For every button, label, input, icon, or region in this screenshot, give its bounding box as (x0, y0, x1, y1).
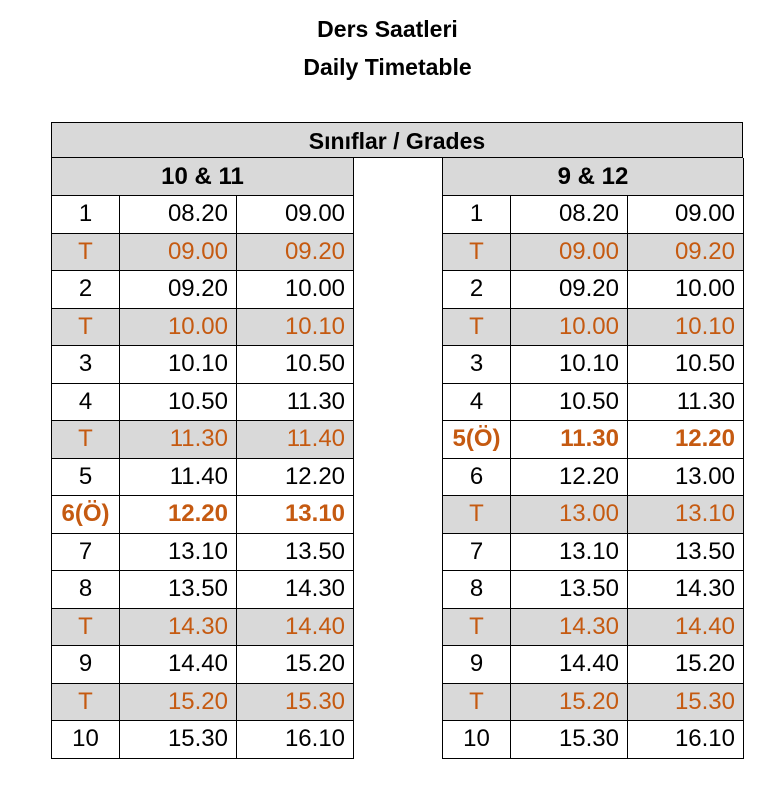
period-number: 6 (443, 458, 511, 496)
table-row (443, 346, 744, 384)
table-row (52, 533, 354, 571)
start-time: 08.20 (120, 196, 237, 234)
period-number: T (52, 233, 120, 271)
start-time: 13.10 (120, 533, 237, 571)
group-header: 9 & 12 (443, 158, 744, 196)
period-number: 3 (52, 346, 120, 384)
end-time: 13.50 (628, 533, 744, 571)
start-time: 11.30 (120, 421, 237, 459)
end-time: 13.10 (237, 496, 354, 534)
table-row (52, 496, 354, 534)
title-turkish: Ders Saatleri (317, 16, 458, 42)
table-row (52, 233, 354, 271)
end-time: 14.40 (628, 608, 744, 646)
table-row (52, 308, 354, 346)
end-time: 15.30 (628, 683, 744, 721)
table-row (443, 496, 744, 534)
start-time: 09.00 (511, 233, 628, 271)
end-time: 10.10 (628, 308, 744, 346)
end-time: 11.40 (237, 421, 354, 459)
start-time: 12.20 (120, 496, 237, 534)
period-number: 8 (52, 571, 120, 609)
table-row (443, 196, 744, 234)
start-time: 12.20 (511, 458, 628, 496)
table-row (443, 646, 744, 684)
title-english: Daily Timetable (303, 54, 472, 80)
period-number: T (443, 233, 511, 271)
start-time: 10.50 (120, 383, 237, 421)
table-row (52, 383, 354, 421)
end-time: 09.00 (628, 196, 744, 234)
start-time: 13.10 (511, 533, 628, 571)
start-time: 10.00 (120, 308, 237, 346)
timetable-grades-10-11 (51, 158, 354, 759)
table-row (443, 683, 744, 721)
table-row (52, 721, 354, 759)
end-time: 10.50 (237, 346, 354, 384)
start-time: 13.50 (511, 571, 628, 609)
start-time: 10.00 (511, 308, 628, 346)
end-time: 16.10 (237, 721, 354, 759)
end-time: 16.10 (628, 721, 744, 759)
table-row (52, 196, 354, 234)
period-number: 6(Ö) (52, 496, 120, 534)
start-time: 15.20 (120, 683, 237, 721)
start-time: 11.40 (120, 458, 237, 496)
period-number: T (52, 683, 120, 721)
start-time: 15.30 (511, 721, 628, 759)
table-row (443, 533, 744, 571)
start-time: 08.20 (511, 196, 628, 234)
table-row (52, 646, 354, 684)
table-row (443, 608, 744, 646)
period-number: 7 (443, 533, 511, 571)
start-time: 10.10 (120, 346, 237, 384)
table-row (52, 271, 354, 309)
table-row (52, 346, 354, 384)
timetable-grades-9-12 (442, 158, 744, 759)
end-time: 12.20 (237, 458, 354, 496)
end-time: 10.00 (628, 271, 744, 309)
period-number: T (52, 421, 120, 459)
group-header: 10 & 11 (52, 158, 354, 196)
table-row (443, 383, 744, 421)
end-time: 14.30 (628, 571, 744, 609)
start-time: 14.30 (511, 608, 628, 646)
start-time: 15.30 (120, 721, 237, 759)
table-row (443, 571, 744, 609)
table-row (52, 571, 354, 609)
period-number: T (443, 308, 511, 346)
end-time: 10.00 (237, 271, 354, 309)
end-time: 15.20 (237, 646, 354, 684)
period-number: T (443, 608, 511, 646)
period-number: 10 (52, 721, 120, 759)
start-time: 14.40 (120, 646, 237, 684)
start-time: 09.20 (120, 271, 237, 309)
table-row (443, 458, 744, 496)
end-time: 15.20 (628, 646, 744, 684)
period-number: 8 (443, 571, 511, 609)
period-number: 9 (443, 646, 511, 684)
period-number: T (52, 308, 120, 346)
table-row (443, 233, 744, 271)
start-time: 11.30 (511, 421, 628, 459)
period-number: 10 (443, 721, 511, 759)
end-time: 14.30 (237, 571, 354, 609)
start-time: 14.40 (511, 646, 628, 684)
period-number: 5(Ö) (443, 421, 511, 459)
end-time: 11.30 (628, 383, 744, 421)
period-number: 7 (52, 533, 120, 571)
start-time: 09.00 (120, 233, 237, 271)
period-number: 4 (443, 383, 511, 421)
end-time: 13.10 (628, 496, 744, 534)
period-number: T (443, 496, 511, 534)
period-number: 1 (443, 196, 511, 234)
period-number: 9 (52, 646, 120, 684)
table-row (443, 721, 744, 759)
end-time: 10.10 (237, 308, 354, 346)
end-time: 09.00 (237, 196, 354, 234)
table-row (52, 608, 354, 646)
start-time: 14.30 (120, 608, 237, 646)
start-time: 09.20 (511, 271, 628, 309)
period-number: 2 (52, 271, 120, 309)
end-time: 13.00 (628, 458, 744, 496)
end-time: 09.20 (237, 233, 354, 271)
start-time: 13.50 (120, 571, 237, 609)
table-row (443, 271, 744, 309)
start-time: 13.00 (511, 496, 628, 534)
end-time: 14.40 (237, 608, 354, 646)
end-time: 11.30 (237, 383, 354, 421)
end-time: 12.20 (628, 421, 744, 459)
end-time: 15.30 (237, 683, 354, 721)
period-number: 4 (52, 383, 120, 421)
end-time: 13.50 (237, 533, 354, 571)
period-number: T (52, 608, 120, 646)
period-number: 1 (52, 196, 120, 234)
period-number: 3 (443, 346, 511, 384)
start-time: 10.10 (511, 346, 628, 384)
end-time: 09.20 (628, 233, 744, 271)
period-number: 2 (443, 271, 511, 309)
grades-header: Sınıflar / Grades (51, 122, 743, 158)
start-time: 15.20 (511, 683, 628, 721)
period-number: 5 (52, 458, 120, 496)
table-row (443, 308, 744, 346)
table-row (52, 683, 354, 721)
start-time: 10.50 (511, 383, 628, 421)
end-time: 10.50 (628, 346, 744, 384)
period-number: T (443, 683, 511, 721)
table-row (443, 421, 744, 459)
table-row (52, 458, 354, 496)
table-row (52, 421, 354, 459)
